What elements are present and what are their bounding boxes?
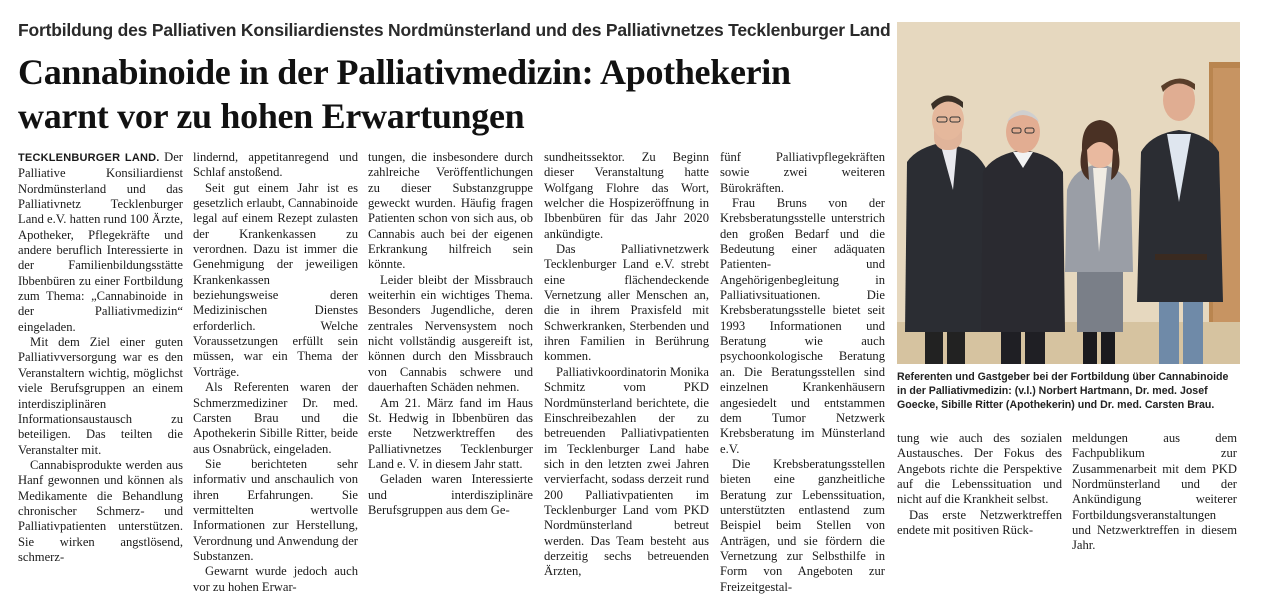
text-column-3: [368, 150, 533, 518]
text-column-5: [720, 150, 885, 595]
paragraph: Mit dem Ziel einer guten Palliativversorgung war es den Veranstaltern wichtig, möglichst viele Berufsgruppen an einem interdisziplinären Informationsaustausch zu beteiligen. Das teilten die Veranstalter mit.: [18, 335, 183, 457]
text-column-1: [18, 150, 183, 565]
article-kicker: Fortbildung des Palliativen Konsiliardienstes Nordmünsterland und des Palliativnetzes Tecklenburger Land: [18, 20, 891, 40]
paragraph: Sie berichteten sehr informativ und anschaulich von ihren Erfahrungen. Sie vermittelten wertvolle Informationen zur Herstellung, Verordnung und Anwendung der Substanzen.: [193, 456, 358, 563]
headline-line-1: Cannabinoide in der Palliativmedizin: Apothekerin: [18, 52, 791, 92]
paragraph: Frau Bruns von der Krebsberatungsstelle unterstrich den großen Bedarf und die Bedeutung einer adäquaten Patienten- und Angehörigenbegleitung in Palliativsituationen. Die Krebsberatungsstelle bietet seit 1993 Informationen und Beratung wie auch psychoonkologische Beratung an. Die Beratungsstellen sind einzelnen Krankenhäusern angesiedelt und entstammen dem Tumor Netzwerk Krebsberatung im Münsterland e.V.: [720, 196, 885, 456]
paragraph: lindernd, appetitanregend und Schlaf anstoßend.: [193, 150, 358, 180]
text-column-6: [897, 431, 1062, 538]
paragraph: sundheitssektor. Zu Beginn dieser Veranstaltung hatte Wolfgang Flohre das Wort, welcher die Hospizeröffnung in Ibbenbüren für das Jahr 2020 ankündigte.: [544, 150, 709, 241]
group-photo: [897, 22, 1240, 364]
paragraph: Palliativkoordinatorin Monika Schmitz vom PKD Nordmünsterland berichtete, die Einschreibezahlen der zu betreuenden Palliativpatienten im Tecklenburger Land habe sich in den letzten zwei Jahren vervierfacht, sodass derzeit rund 200 Palliativpatienten im Tecklenburger Land vom PKD Nordmünsterland betreut werden. Das Team besteht aus derzeitig sechs betreuenden Ärzten,: [544, 364, 709, 579]
article-headline: [18, 50, 888, 138]
paragraph: [18, 150, 183, 335]
paragraph: Gewarnt wurde jedoch auch vor zu hohen Erwar-: [193, 564, 358, 594]
paragraph: meldungen aus dem Fachpublikum zur Zusammenarbeit mit dem PKD Nordmünsterland und der Ankündigung weiterer Fortbildungsveranstaltungen und Netzwerktreffen in diesem Jahr.: [1072, 431, 1237, 553]
paragraph: Die Krebsberatungsstellen bieten eine ganzheitliche Beratung zur Lebenssituation, unterstützten entlastend zum Beispiel beim Stellen von Anträgen, und sie fördern die Vernetzung zur Selbsthilfe in Form von Angeboten zur Freizeitgestal-: [720, 456, 885, 594]
paragraph: Als Referenten waren der Schmerzmediziner Dr. med. Carsten Brau und die Apothekerin Sibille Ritter, beide aus Osnabrück, eingeladen.: [193, 380, 358, 456]
headline-line-2: warnt vor zu hohen Erwartungen: [18, 96, 525, 136]
group-photo-illustration: [897, 22, 1240, 364]
paragraph: Das Palliativnetzwerk Tecklenburger Land e.V. strebt eine flächendeckende Vernetzung aller Menschen an, die in ihrem Praxisfeld mit Schwerkranken, Sterbenden und ihren Familien in Berührung kommen.: [544, 242, 709, 364]
photo-caption: Referenten und Gastgeber bei der Fortbildung über Cannabinoide in der Palliativmedizin: (v.l.) Norbert Hartmann, Dr. med. Josef Goecke, Sibille Ritter (Apothekerin) und Dr. med. Carsten Brau.: [897, 371, 1229, 411]
paragraph: Leider bleibt der Missbrauch weiterhin ein wichtiges Thema. Besonders Jugendliche, deren zentrales Nervensystem noch nicht vollständig ausgereift ist, können durch den Missbrauch von Cannabis schwere und dauerhaften Schäden nehmen.: [368, 272, 533, 395]
paragraph: tungen, die insbesondere durch zahlreiche Veröffentlichungen zu dieser Substanzgruppe geweckt wurden. Häufig fragen Patienten schon von sich aus, ob Cannabis auch bei der eigenen Erkrankung hilfreich sein könnte.: [368, 150, 533, 272]
dateline: TECKLENBURGER LAND.: [18, 152, 160, 164]
text-column-2: [193, 150, 358, 595]
paragraph: tung wie auch des sozialen Austausches. Der Fokus des Angebots richte die Perspektive auf die Lebenssituation und nicht auf die Krankheit selbst.: [897, 431, 1062, 507]
paragraph: Seit gut einem Jahr ist es gesetzlich erlaubt, Cannabinoide legal auf einem Rezept zulasten der Krankenkassen zu verordnen. Dazu ist immer die Genehmigung der jeweiligen Krankenkassen beziehungsweise deren Medizinischen Dienstes erforderlich. Welche Voraussetzungen erfüllt sein müssen, war ein Thema der Vorträge.: [193, 180, 358, 379]
paragraph: Am 21. März fand im Haus St. Hedwig in Ibbenbüren das erste Netzwerktreffen des Palliativnetzes Tecklenburger Land e. V. in diesem Jahr statt.: [368, 395, 533, 471]
paragraph: Cannabisprodukte werden aus Hanf gewonnen und können als Medikamente die Behandlung chronischer Schmerz- und Palliativpatienten unterstützen. Sie wirken angstlösend, schmerz-: [18, 457, 183, 564]
text-column-4: [544, 150, 709, 580]
paragraph: Geladen waren Interessierte und interdisziplinäre Berufsgruppen aus dem Ge-: [368, 472, 533, 517]
paragraph: fünf Palliativpflegekräften sowie zwei weiteren Bürokräften.: [720, 150, 885, 195]
paragraph-text: Der Palliative Konsiliardienst Nordmünsterland und das Palliativnetz Tecklenburger Land e.V. hatten rund 100 Ärzte, Apotheker, Pflegekräfte und andere beruflich Interessierte in der Familienbildungsstätte Ibbenbüren zu einer Fortbildung zum Thema: „Cannabinoide in der Palliativmedizin“ eingeladen.: [18, 150, 184, 334]
paragraph: Das erste Netzwerktreffen endete mit positiven Rück-: [897, 507, 1062, 538]
text-column-7: [1072, 431, 1237, 554]
